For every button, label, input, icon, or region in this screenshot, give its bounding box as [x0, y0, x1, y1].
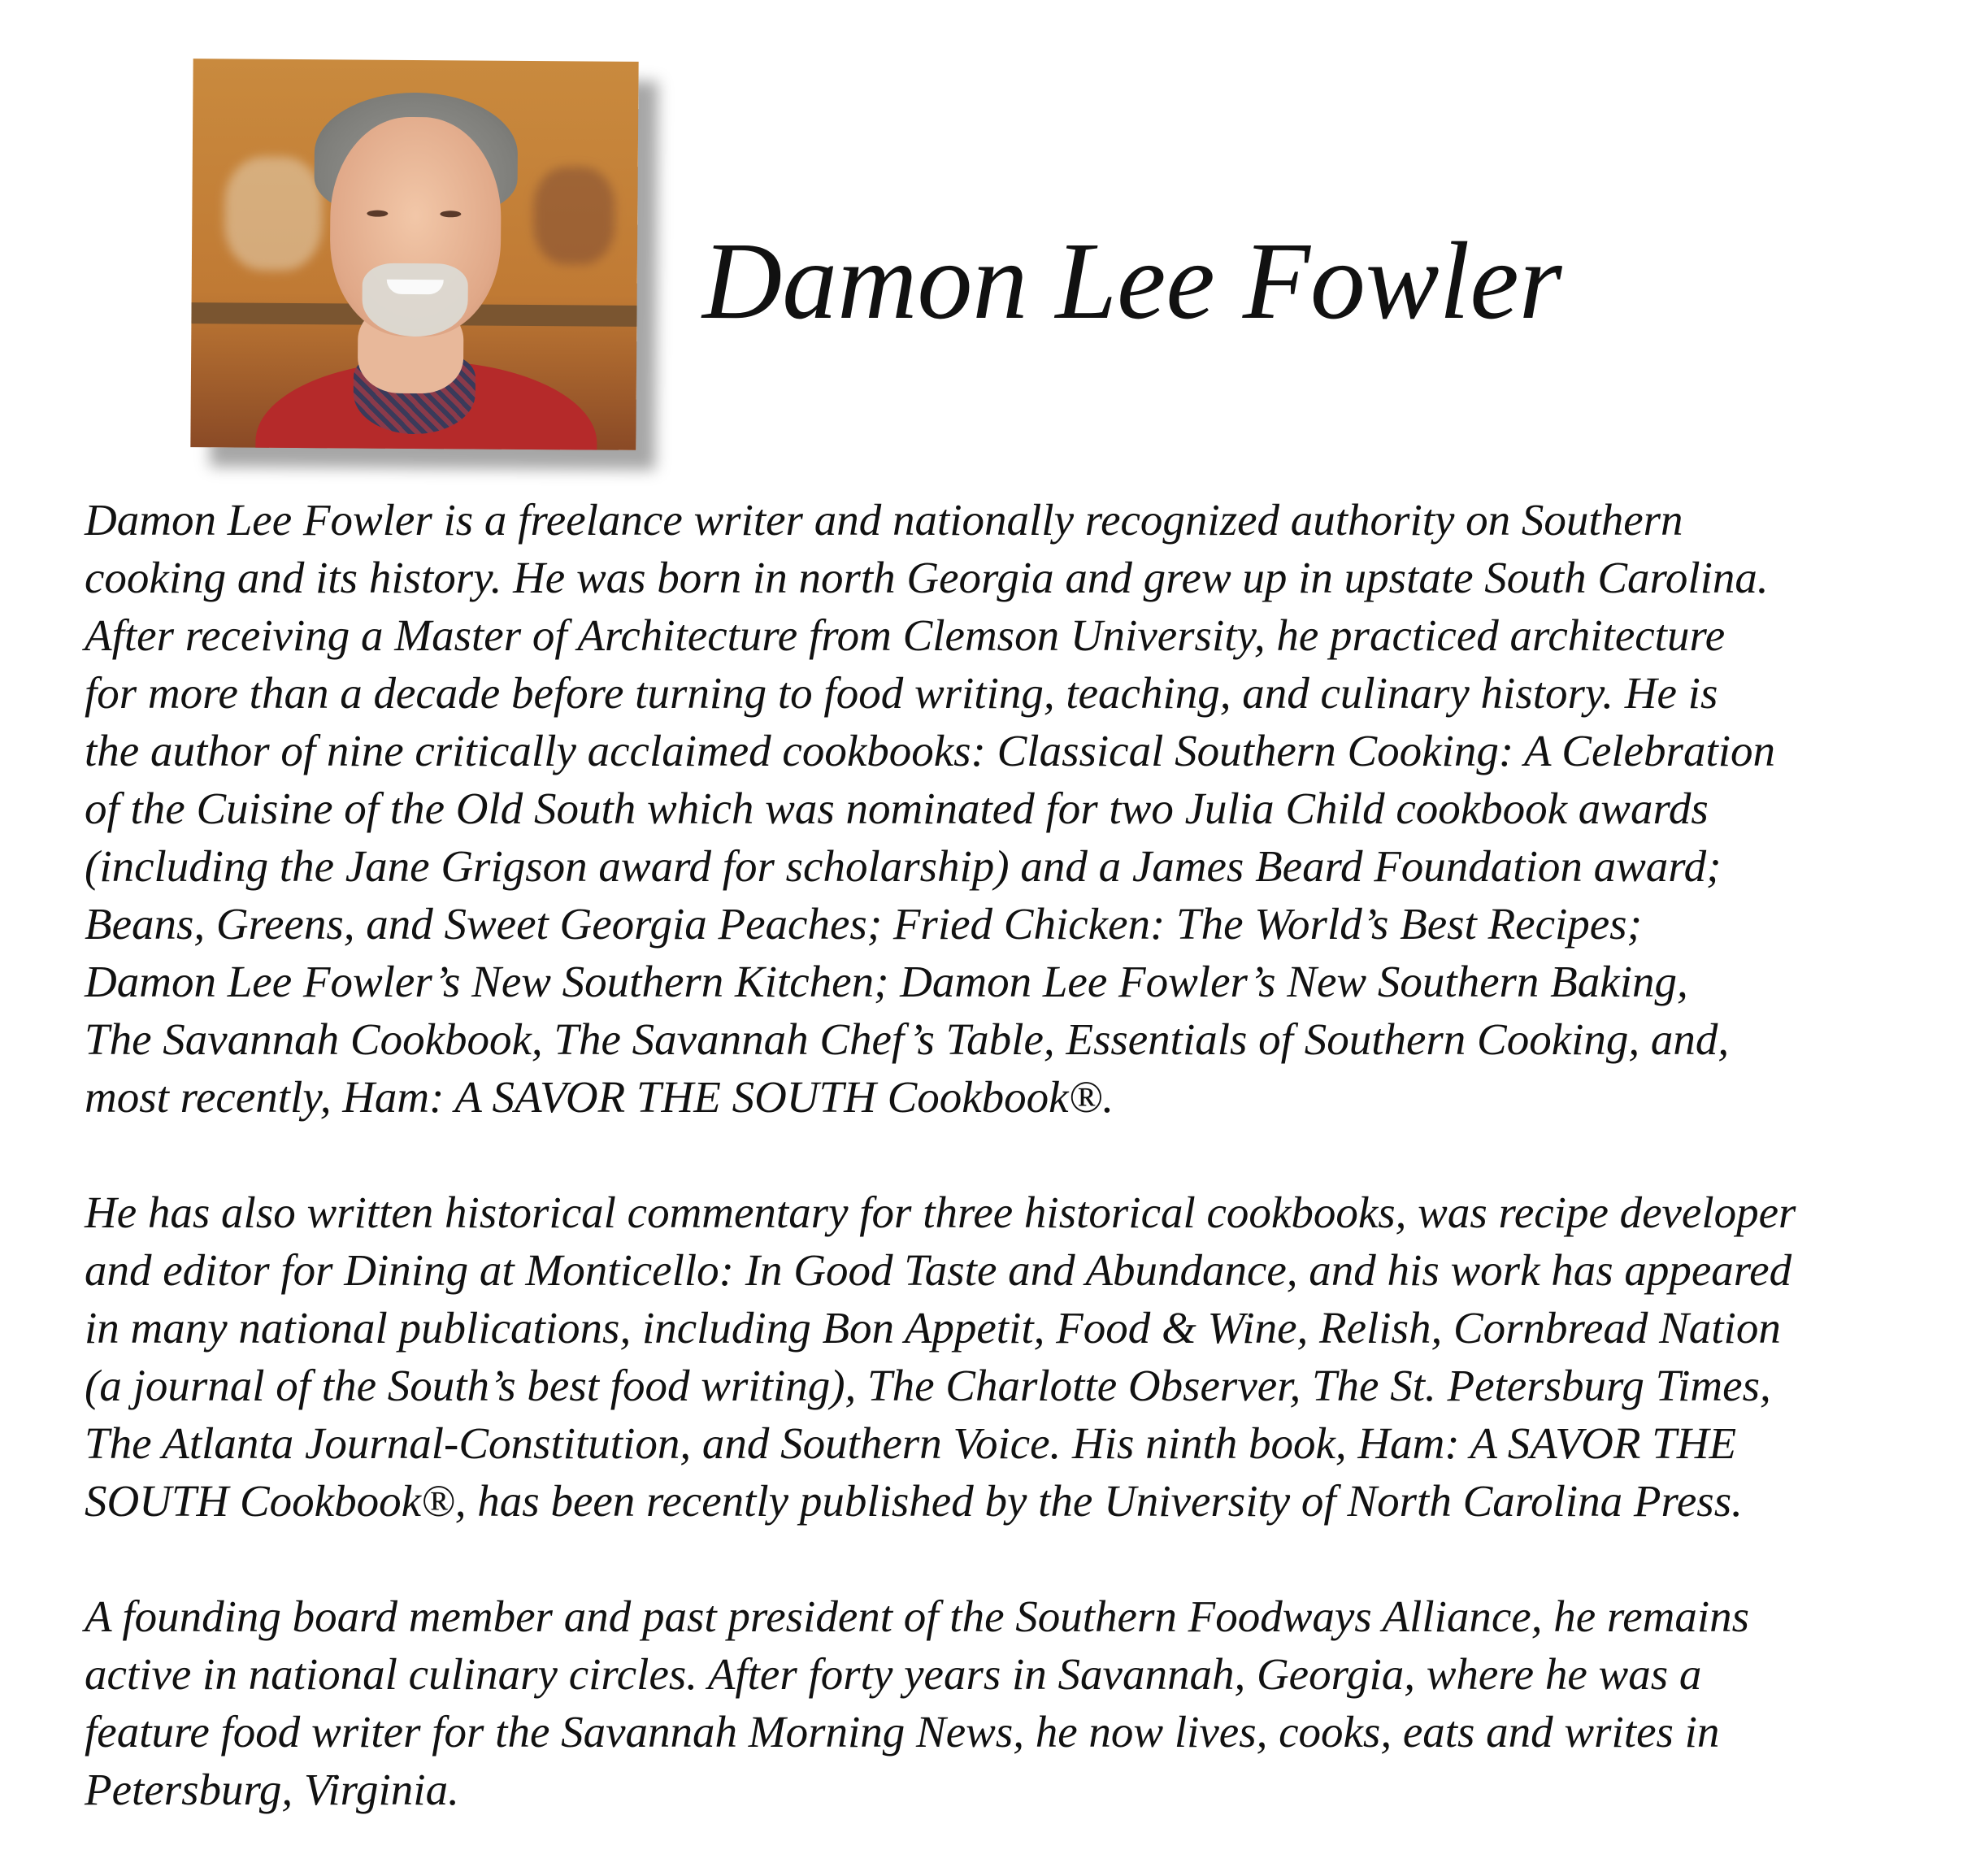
background-blur	[224, 156, 323, 271]
left-eye	[367, 211, 388, 217]
author-name: Damon Lee Fowler	[702, 220, 1562, 342]
author-photo	[190, 59, 638, 450]
bio-paragraph-2: He has also written historical commentary for three historical cookbooks, was recipe developer and editor for Dining at Monticello: In Good Taste and Abundance, and his work has appeared in many national publications, including Bon Appetit, Food & Wine, Relish, Cornbread Nation (a journal of the South’s best food writing), The Charlotte Observer, The St. Petersburg Times, The Atlanta Journal-Constitution, and Southern Voice. His ninth book, Ham: A SAVOR THE SOUTH Cookbook®, has been recently published by the University of North Carolina Press.	[85, 1188, 1796, 1526]
background-blur	[533, 167, 615, 265]
author-bio	[85, 491, 1954, 1876]
smile	[387, 280, 444, 294]
bio-paragraph-1: Damon Lee Fowler is a freelance writer and nationally recognized authority on Southern cooking and its history. He was born in north Georgia and grew up in upstate South Carolina. After receiving a Master of Architecture from Clemson University, he practiced architecture for more than a decade before turning to food writing, teaching, and culinary history. He is the author of nine critically acclaimed cookbooks: Classical Southern Cooking: A Celebration of the Cuisine of the Old South which was nominated for two Julia Child cookbook awards (including the Jane Grigson award for scholarship) and a James Beard Foundation award; Beans, Greens, and Sweet Georgia Peaches; Fried Chicken: The World’s Best Recipes; Damon Lee Fowler’s New Southern Kitchen; Damon Lee Fowler’s New Southern Baking, The Savannah Cookbook, The Savannah Chef’s Table, Essentials of Southern Cooking, and, most recently, Ham: A SAVOR THE SOUTH Cookbook®.	[85, 495, 1776, 1122]
bio-paragraph-3: A founding board member and past president of the Southern Foodways Alliance, he remains active in national culinary circles. After forty years in Savannah, Georgia, where he was a feature food writer for the Savannah Morning News, he now lives, cooks, eats and writes in Petersburg, Virginia.	[85, 1592, 1750, 1814]
white-beard	[362, 263, 468, 337]
right-eye	[440, 211, 461, 217]
